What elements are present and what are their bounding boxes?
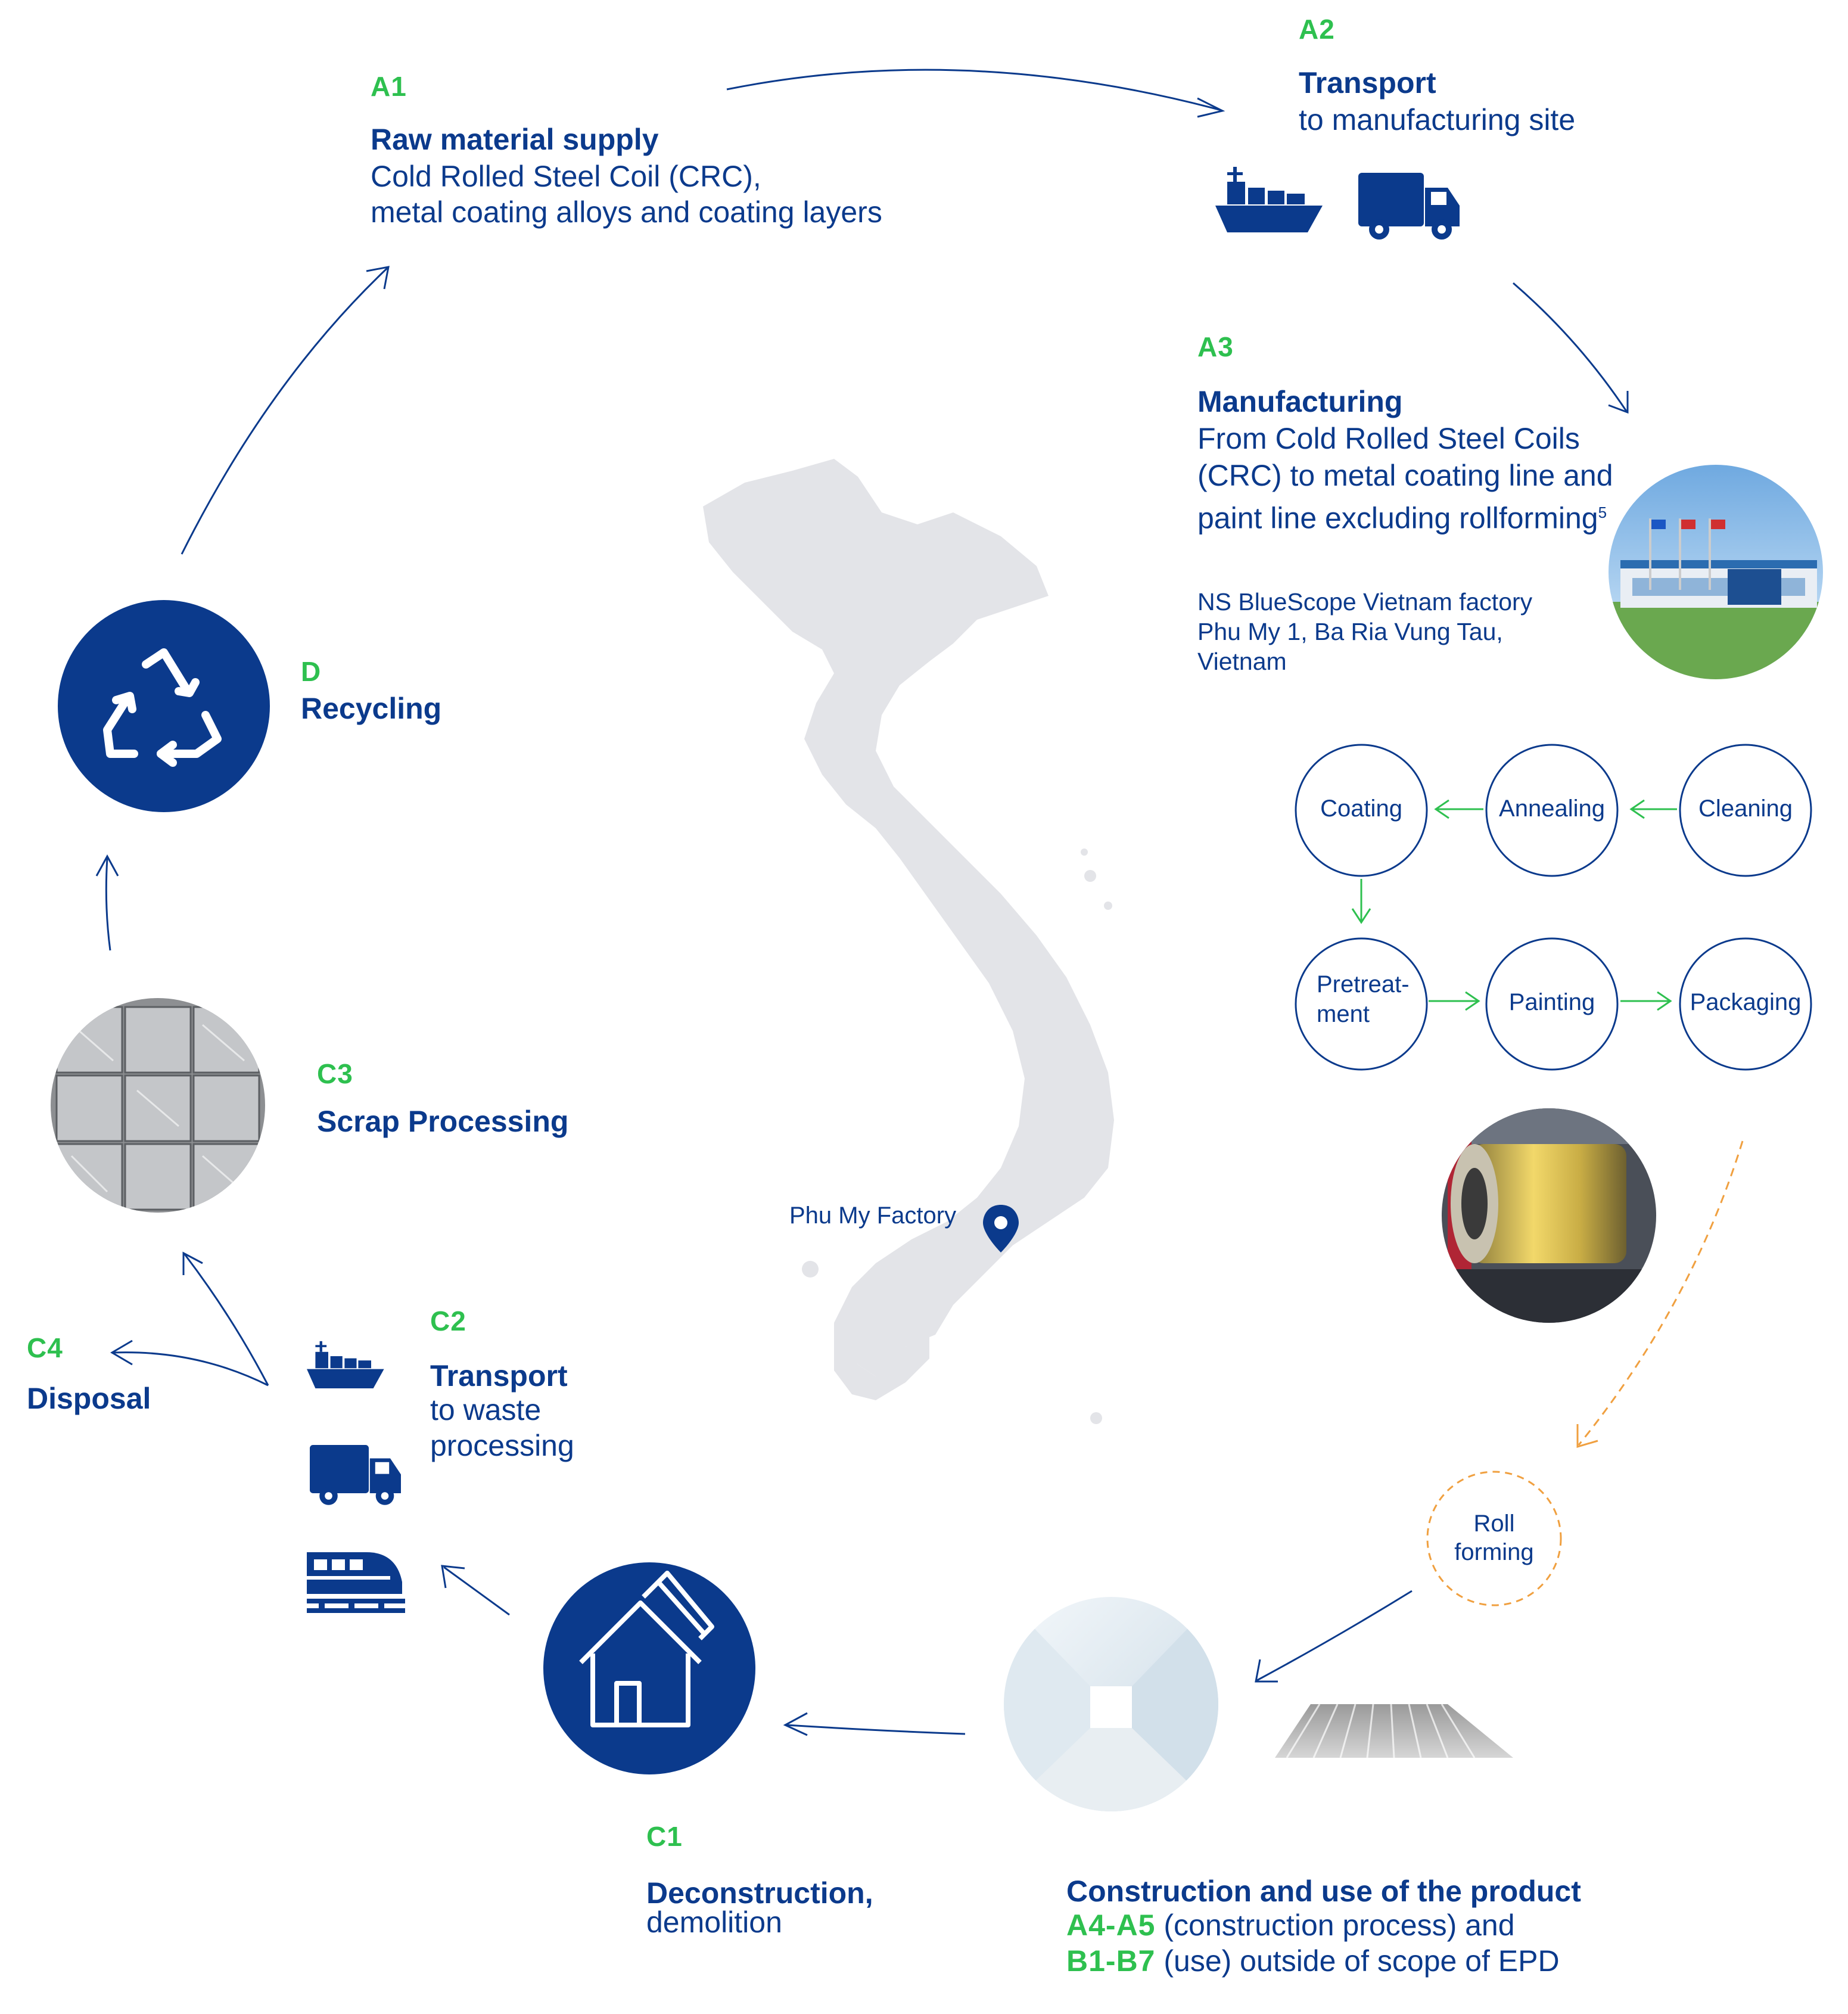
a3-footnote: 5 (1598, 504, 1607, 521)
c2-line1: to waste (430, 1393, 542, 1426)
factory-line1: NS BlueScope Vietnam factory (1197, 588, 1533, 616)
factory-line3: Vietnam (1197, 648, 1287, 675)
a3-line3 (1197, 494, 1607, 537)
use-code-a4a5: A4-A5 (1066, 1909, 1156, 1942)
recycling-badge (58, 600, 270, 812)
a2-subtitle: to manufacturing site (1299, 103, 1576, 136)
a2-code: A2 (1299, 14, 1335, 45)
truck-icon (1358, 173, 1460, 240)
c3-title: Scrap Processing (317, 1105, 569, 1138)
a1-code: A1 (371, 71, 407, 102)
truck-icon (310, 1445, 401, 1505)
d-title: Recycling (301, 692, 442, 725)
a3-code: A3 (1197, 331, 1234, 362)
a1-line2: metal coating alloys and coating layers (371, 195, 882, 229)
process-pretreatment-2: ment (1317, 1001, 1370, 1027)
d-code: D (301, 656, 322, 687)
a3-line1: From Cold Rolled Steel Coils (1197, 422, 1580, 455)
steel-coil-photo (1442, 1108, 1656, 1323)
process-packaging: Packaging (1690, 989, 1802, 1015)
c1-code: C1 (646, 1821, 683, 1852)
use-text2: (use) outside of scope of EPD (1155, 1944, 1560, 1978)
c2-line2: processing (430, 1429, 574, 1462)
c3-code: C3 (317, 1058, 353, 1089)
process-annealing: Annealing (1499, 795, 1605, 822)
scrap-photo (51, 998, 265, 1213)
rollforming-line1: Roll (1473, 1510, 1515, 1537)
process-pretreatment-1: Pretreat- (1317, 971, 1410, 997)
rollforming-line2: forming (1454, 1539, 1534, 1565)
c1-title: Deconstruction, (646, 1876, 873, 1910)
roofing-sheet-image (1275, 1704, 1513, 1758)
a3-line3-text: paint line excluding rollforming (1197, 501, 1598, 535)
c2-title: Transport (430, 1359, 568, 1393)
rollforming-circle (1427, 1472, 1561, 1605)
c2-code: C2 (430, 1306, 466, 1337)
use-title: Construction and use of the product (1066, 1875, 1581, 1908)
process-circles (1296, 745, 1811, 1070)
a3-line2: (CRC) to metal coating line and (1197, 459, 1613, 492)
c4-title: Disposal (27, 1382, 151, 1415)
a1-title: Raw material supply (371, 123, 659, 156)
c4-code: C4 (27, 1332, 63, 1363)
factory-line2: Phu My 1, Ba Ria Vung Tau, (1197, 618, 1503, 645)
use-code-b1b7: B1-B7 (1066, 1944, 1156, 1978)
use-text1: (construction process) and (1155, 1909, 1515, 1942)
process-cleaning: Cleaning (1698, 795, 1793, 822)
factory-photo (1609, 465, 1823, 679)
ship-icon (1215, 167, 1323, 232)
process-painting: Painting (1508, 989, 1595, 1015)
process-coating: Coating (1320, 795, 1402, 822)
a2-title: Transport (1299, 66, 1436, 100)
map-factory-label: Phu My Factory (789, 1202, 957, 1229)
use-line1 (1066, 1907, 1515, 1944)
c1-subtitle: demolition (646, 1906, 782, 1939)
a3-title: Manufacturing (1197, 385, 1403, 418)
vietnam-map (703, 459, 1114, 1376)
a1-line1: Cold Rolled Steel Coil (CRC), (371, 160, 761, 193)
use-line2 (1066, 1942, 1560, 1979)
train-icon (307, 1552, 405, 1613)
ship-icon (307, 1341, 384, 1388)
cleanroom-photo (1004, 1597, 1218, 1811)
